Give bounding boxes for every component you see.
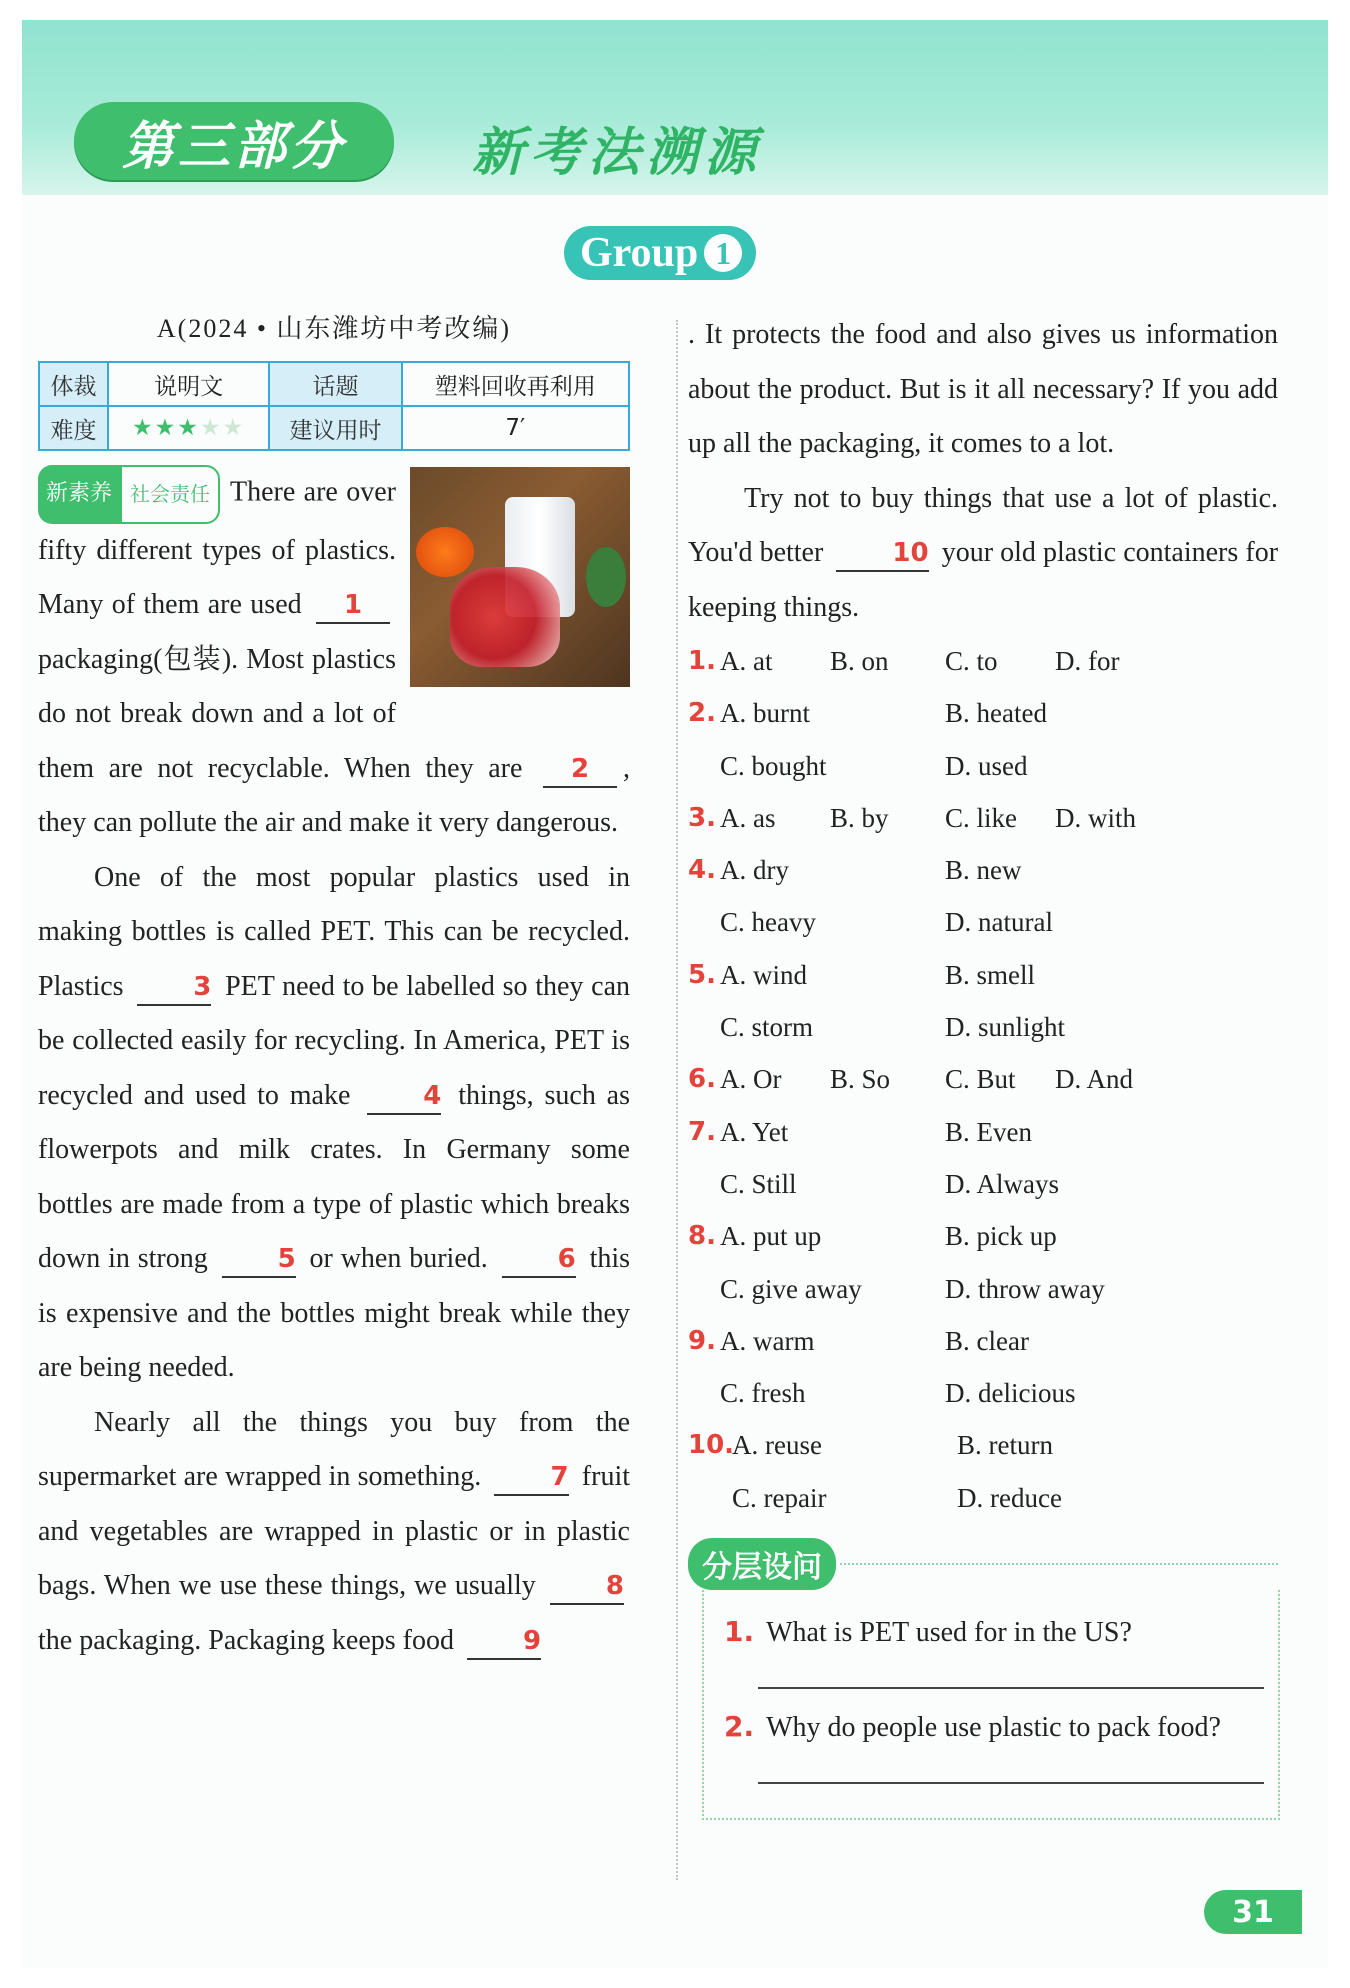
option-row <box>688 844 1278 896</box>
p1-text-b: packaging(包装). Most plastics do not break down and a lot of them are not recyclable. When they are <box>38 643 523 784</box>
option-row <box>688 896 1278 948</box>
question-number: 5. <box>688 959 716 990</box>
section-title: 新考法溯源 <box>472 123 763 183</box>
option-d[interactable]: D. sunlight <box>945 1012 1066 1043</box>
answer-line-2[interactable] <box>758 1782 1264 1784</box>
p2-text-a: One of the most popular plastics used in making bottles is called PET. This can be recycled. Plastics <box>38 861 630 1002</box>
layered-questions <box>702 1590 1280 1820</box>
option-d[interactable]: D. natural <box>945 907 1053 938</box>
option-d[interactable]: D. reduce <box>957 1482 1062 1513</box>
option-c[interactable]: C. like <box>945 802 1017 833</box>
option-b[interactable]: B. clear <box>945 1325 1029 1356</box>
option-a[interactable]: A. wind <box>720 959 807 990</box>
question-number: 4. <box>688 855 716 886</box>
fruit-shape <box>416 527 474 577</box>
option-a[interactable]: A. reuse <box>732 1430 822 1461</box>
option-a[interactable]: A. warm <box>720 1325 815 1356</box>
passage-source: A(2024 • 山东潍坊中考改编) <box>156 314 512 343</box>
time-value: 7′ <box>402 406 629 450</box>
option-row <box>688 1053 1278 1105</box>
layered-divider <box>840 1563 1278 1565</box>
option-c[interactable]: C. fresh <box>720 1378 806 1409</box>
option-d[interactable]: D. with <box>1055 802 1136 833</box>
option-b[interactable]: B. pick up <box>945 1221 1057 1252</box>
topic-value: 塑料回收再利用 <box>402 362 629 406</box>
p2-text-d: or when buried. <box>309 1243 488 1274</box>
plastic-packaging-photo <box>410 467 630 687</box>
option-b[interactable]: B. heated <box>945 698 1047 729</box>
question-number: 1. <box>688 646 716 676</box>
option-row <box>688 1419 1278 1471</box>
literacy-tag <box>38 465 220 524</box>
blank-6[interactable]: 6 <box>502 1242 576 1278</box>
p2-text-c: things, such as flowerpots and milk crates. In Germany some bottles are made from a type of plastic which breaks down in strong <box>38 1079 631 1274</box>
blank-7[interactable]: 7 <box>494 1460 568 1496</box>
blank-8[interactable]: 8 <box>550 1569 624 1605</box>
question-number: 2. <box>724 1710 755 1744</box>
group-number: 1 <box>704 234 742 272</box>
column-divider <box>676 320 678 1880</box>
option-a[interactable]: A. burnt <box>720 698 810 729</box>
part-label: 第三部分 <box>74 102 394 180</box>
question-text: What is PET used for in the US? <box>766 1617 1132 1649</box>
option-row <box>688 1106 1278 1158</box>
blank-2[interactable]: 2 <box>543 752 617 788</box>
group-label: Group <box>580 230 699 276</box>
option-a[interactable]: A. put up <box>720 1221 822 1252</box>
option-b[interactable]: B. smell <box>945 959 1036 990</box>
option-d[interactable]: D. And <box>1055 1064 1134 1095</box>
option-d[interactable]: D. used <box>945 750 1028 781</box>
p2-text-e: this is expensive and the bottles might break while they are being needed. <box>38 1243 631 1383</box>
question-text: Why do people use plastic to pack food? <box>766 1712 1221 1744</box>
layered-question-1 <box>724 1612 1264 1653</box>
option-c[interactable]: C. give away <box>720 1273 862 1304</box>
group-badge <box>564 226 756 280</box>
layered-questions-badge: 分层设问 <box>688 1538 836 1590</box>
option-list <box>688 635 1278 1524</box>
page-number: 31 <box>1204 1890 1302 1934</box>
answer-line-1[interactable] <box>758 1687 1264 1689</box>
p4-text-a: Try not to buy things that use a lot of plastic. You'd better <box>688 482 1278 568</box>
option-b[interactable]: B. So <box>830 1064 891 1095</box>
blank-4[interactable]: 4 <box>367 1079 441 1115</box>
option-row <box>688 1367 1278 1419</box>
question-number: 9. <box>688 1325 716 1356</box>
time-label: 建议用时 <box>269 406 401 450</box>
option-d[interactable]: D. throw away <box>945 1273 1105 1304</box>
header-band <box>22 20 1328 195</box>
option-c[interactable]: C. But <box>945 1064 1016 1095</box>
paragraph-1 <box>38 465 630 851</box>
layered-questions-header <box>688 1538 1278 1590</box>
option-a[interactable]: A. as <box>720 802 776 833</box>
question-number: 2. <box>688 698 716 729</box>
question-number: 7. <box>688 1116 716 1147</box>
option-b[interactable]: B. on <box>830 646 889 676</box>
option-row <box>688 1158 1278 1210</box>
blank-3[interactable]: 3 <box>137 970 211 1006</box>
layered-question-2 <box>724 1707 1264 1748</box>
tag-primary: 新素养 <box>38 465 120 524</box>
p1-text-a: There are over fifty different types of plastics. Many of them are used <box>38 476 396 620</box>
question-number: 8. <box>688 1221 716 1252</box>
p1-text-c: , they can pollute the air and make it very dangerous. <box>38 752 631 838</box>
p3-text-a: Nearly all the things you buy from the supermarket are wrapped in something. <box>38 1406 630 1492</box>
option-row <box>688 635 1278 687</box>
option-row <box>688 1001 1278 1053</box>
paragraph-3 <box>38 1396 630 1669</box>
difficulty-label: 难度 <box>39 406 108 450</box>
option-a[interactable]: A. dry <box>720 855 789 886</box>
option-a[interactable]: A. Or <box>720 1064 782 1095</box>
option-c[interactable]: C. to <box>945 646 998 676</box>
leaf-shape <box>586 547 626 607</box>
stars-filled: ★★★ <box>132 415 200 441</box>
genre-label: 体裁 <box>39 362 108 406</box>
option-b[interactable]: B. new <box>945 855 1022 886</box>
p3-text-c: the packaging. Packaging keeps food <box>38 1624 454 1656</box>
option-c[interactable]: C. heavy <box>720 907 816 938</box>
option-d[interactable]: D. for <box>1055 646 1120 676</box>
p2-text-b: PET need to be labelled so they can be collected easily for recycling. In America, PET is recycled and used to make <box>38 970 631 1111</box>
option-row <box>688 1472 1278 1524</box>
option-c[interactable]: C. Still <box>720 1168 797 1199</box>
option-d[interactable]: D. Always <box>945 1168 1059 1199</box>
option-row <box>688 949 1278 1001</box>
blank-1[interactable]: 1 <box>316 588 390 624</box>
difficulty-stars <box>108 406 269 450</box>
blank-10[interactable]: 10 <box>836 536 928 572</box>
option-d[interactable]: D. delicious <box>945 1378 1076 1409</box>
question-number: 1. <box>724 1615 755 1649</box>
tag-secondary: 社会责任 <box>120 465 220 524</box>
option-row <box>688 1210 1278 1262</box>
blank-9[interactable]: 9 <box>467 1624 541 1660</box>
paragraph-2 <box>38 851 630 1396</box>
bag-shape <box>450 567 560 667</box>
option-b[interactable]: B. by <box>830 802 889 833</box>
question-number: 6. <box>688 1064 716 1095</box>
blank-5[interactable]: 5 <box>222 1242 296 1278</box>
topic-label: 话题 <box>269 362 401 406</box>
paragraph-3-continued: . It protects the food and also gives us information about the product. But is it all necessary? If you add up all the packaging, it comes to a lot. <box>688 319 1278 459</box>
option-row <box>688 687 1278 739</box>
option-a[interactable]: A. at <box>720 646 773 676</box>
options-column <box>688 308 1278 1820</box>
option-c[interactable]: C. storm <box>720 1012 814 1043</box>
question-number: 10. <box>688 1430 735 1461</box>
p3-text-b: fruit and vegetables are wrapped in plastic or in plastic bags. When we use these things, we usually <box>38 1461 631 1601</box>
question-number: 3. <box>688 802 716 833</box>
option-c[interactable]: C. repair <box>732 1482 827 1513</box>
option-row <box>688 1315 1278 1367</box>
p4-text-b: your old plastic containers for keeping things. <box>688 537 1279 623</box>
passage-column <box>38 308 630 1668</box>
option-a[interactable]: A. Yet <box>720 1116 789 1147</box>
paragraph-4 <box>688 472 1278 636</box>
option-row <box>688 1263 1278 1315</box>
option-b[interactable]: B. Even <box>945 1116 1032 1147</box>
stars-empty: ★★ <box>199 415 246 441</box>
option-b[interactable]: B. return <box>957 1430 1053 1461</box>
info-table <box>38 361 630 451</box>
option-row <box>688 792 1278 844</box>
option-c[interactable]: C. bought <box>720 750 827 781</box>
option-row <box>688 740 1278 792</box>
genre-value: 说明文 <box>108 362 269 406</box>
